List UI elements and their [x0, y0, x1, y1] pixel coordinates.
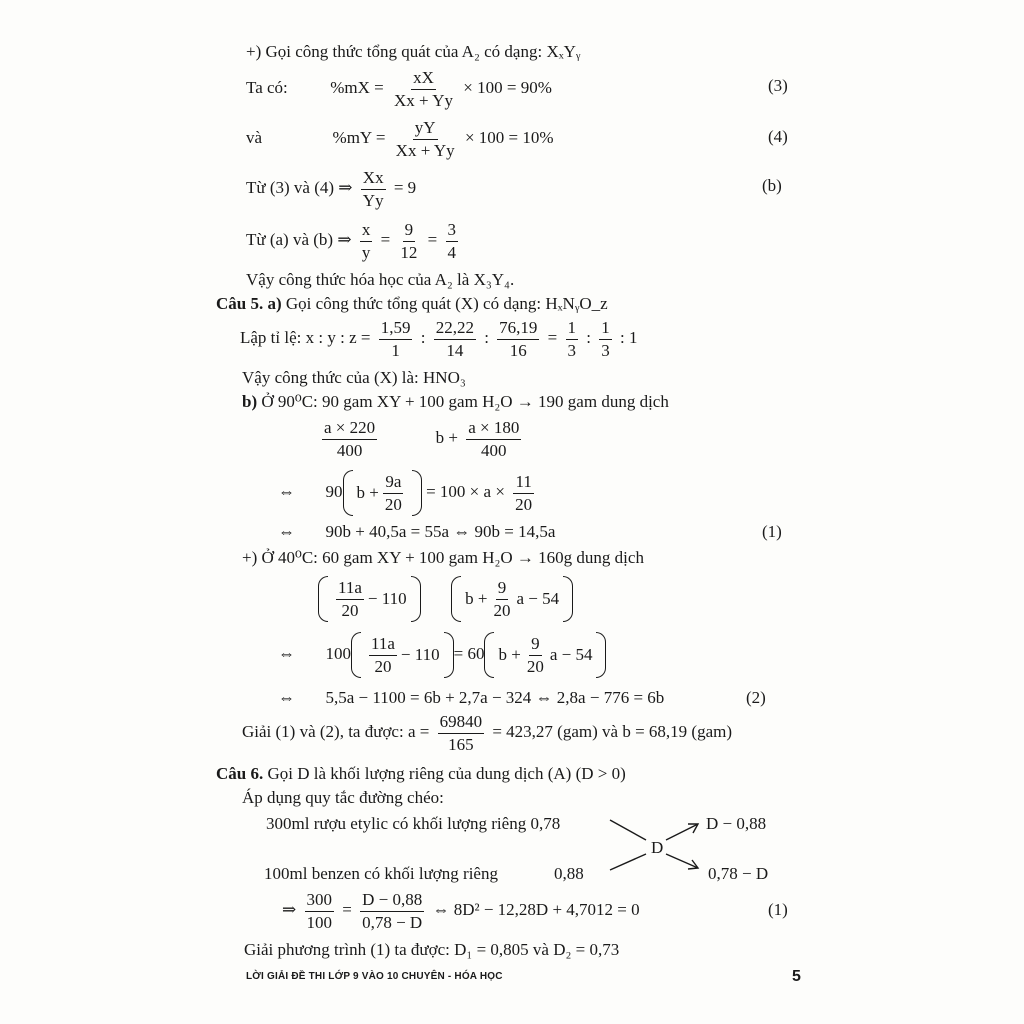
fraction: $\frac{xX}{Xx + Yy}$ [394, 67, 454, 110]
line-a2-formula: +) Gọi công thức tổng quát của A₂ có dạng: XₓYᵧ [246, 42, 581, 61]
page-footer-title: LỜI GIẢI ĐỀ THI LỚP 9 VÀO 10 CHUYÊN - HÓA HỌC [246, 971, 503, 982]
cross-rule-row2-right: 0,78 − D [708, 864, 769, 883]
equation-ratio-b: Từ (3) và (4) ⇒ $\frac{Xx}{Yy}$ = 9 [246, 167, 417, 210]
equation-tag: (4) [768, 127, 788, 146]
cross-rule-center: D [651, 838, 664, 857]
equation-100: ⇔ 100 $\frac{11a}{20}$ − 110 = 60 b + $\frac{9}{20}$ a − 54 [278, 630, 606, 679]
fraction: $\frac{Xx}{Yy}$ [362, 167, 384, 210]
question-6-heading: Câu 6. Gọi D là khối lượng riêng của dung dịch (A) (D > 0) [216, 764, 626, 783]
question-6-rule: Áp dụng quy tắc đường chéo: [242, 788, 444, 807]
equation-2: ⇔ 5,5a − 1100 = 6b + 2,7a − 324 ⇔ 2,8a − 776 = 6b [278, 688, 665, 707]
solution-a-b: Giải (1) và (2), ta được: a = $\frac{69840}{165}$ = 423,27 (gam) và b = 68,19 (gam) [242, 711, 732, 754]
equation-tag: (1) [768, 900, 788, 919]
equation-90b: ⇔ 90 b + $\frac{9a}{20}$ = 100 × a × $\frac{11}{20}$ [278, 468, 538, 517]
page-number: 5 [792, 968, 801, 985]
equation-tag: (3) [768, 76, 788, 95]
cross-rule-arrows [600, 810, 710, 880]
equation-percent-my: và %mY = $\frac{yY}{Xx + Yy}$ × 100 = 10% [246, 117, 554, 160]
line-a2-conclusion: Vậy công thức hóa học của A₂ là X₃Y₄. [246, 270, 515, 289]
equation-tag: (1) [762, 522, 782, 541]
equation-x-over-y: Từ (a) và (b) ⇒ $\frac{x}{y}$ = $\frac{9}{12}$ = $\frac{3}{4}$ [246, 219, 457, 262]
fraction: $\frac{yY}{Xx + Yy}$ [395, 117, 455, 160]
equation-percent-mx: Ta có: %mX = $\frac{xX}{Xx + Yy}$ × 100 = 90% [246, 67, 552, 110]
part-b-90c: b) Ở 90⁰C: 90 gam XY + 100 gam H₂O → 190 gam dung dịch [242, 392, 669, 411]
equation-tag: (b) [762, 176, 782, 195]
cross-rule-row2-value: 0,88 [554, 864, 584, 883]
equation-solubility-90c: $\frac{a \times 220}{400}$ b + $\frac{a \times 180}{400}$ [324, 417, 520, 460]
question-5-conclusion: Vậy công thức của (X) là: HNO₃ [242, 368, 466, 387]
equation-ratio-xyz: Lập tỉ lệ: x : y : z = $\frac{1,59}{1}$ : $\frac{22,22}{14}$ : $\frac{76,19}{16}$ = $\frac{1}{3}$ : $\frac{1}{3}$ : 1 [240, 317, 638, 360]
equation-1: ⇔ 90b + 40,5a = 55a ⇔ 90b = 14,5a [278, 522, 556, 541]
cross-rule-row1-right: D − 0,88 [706, 814, 767, 833]
cross-rule-row2: 100ml benzen có khối lượng riêng [264, 864, 498, 883]
equation-solubility-40c: $\frac{11a}{20}$ − 110 b + $\frac{9}{20}$ a − 54 [318, 574, 573, 623]
equation-density: ⇒ $\frac{300}{100}$ = $\frac{D - 0,88}{0,78 - D}$ ⇔ 8D² − 12,28D + 4,7012 = 0 [282, 889, 640, 932]
question-6-final: Giải phương trình (1) ta được: D₁ = 0,805 và D₂ = 0,73 [244, 940, 620, 959]
question-5-heading: Câu 5. a) Gọi công thức tổng quát (X) có dạng: HₓNᵧO_z [216, 294, 608, 313]
cross-rule-row1: 300ml rượu etylic có khối lượng riêng 0,78 [266, 814, 561, 833]
part-40c: +) Ở 40⁰C: 60 gam XY + 100 gam H₂O → 160g dung dịch [242, 548, 644, 567]
equation-tag: (2) [746, 688, 766, 707]
